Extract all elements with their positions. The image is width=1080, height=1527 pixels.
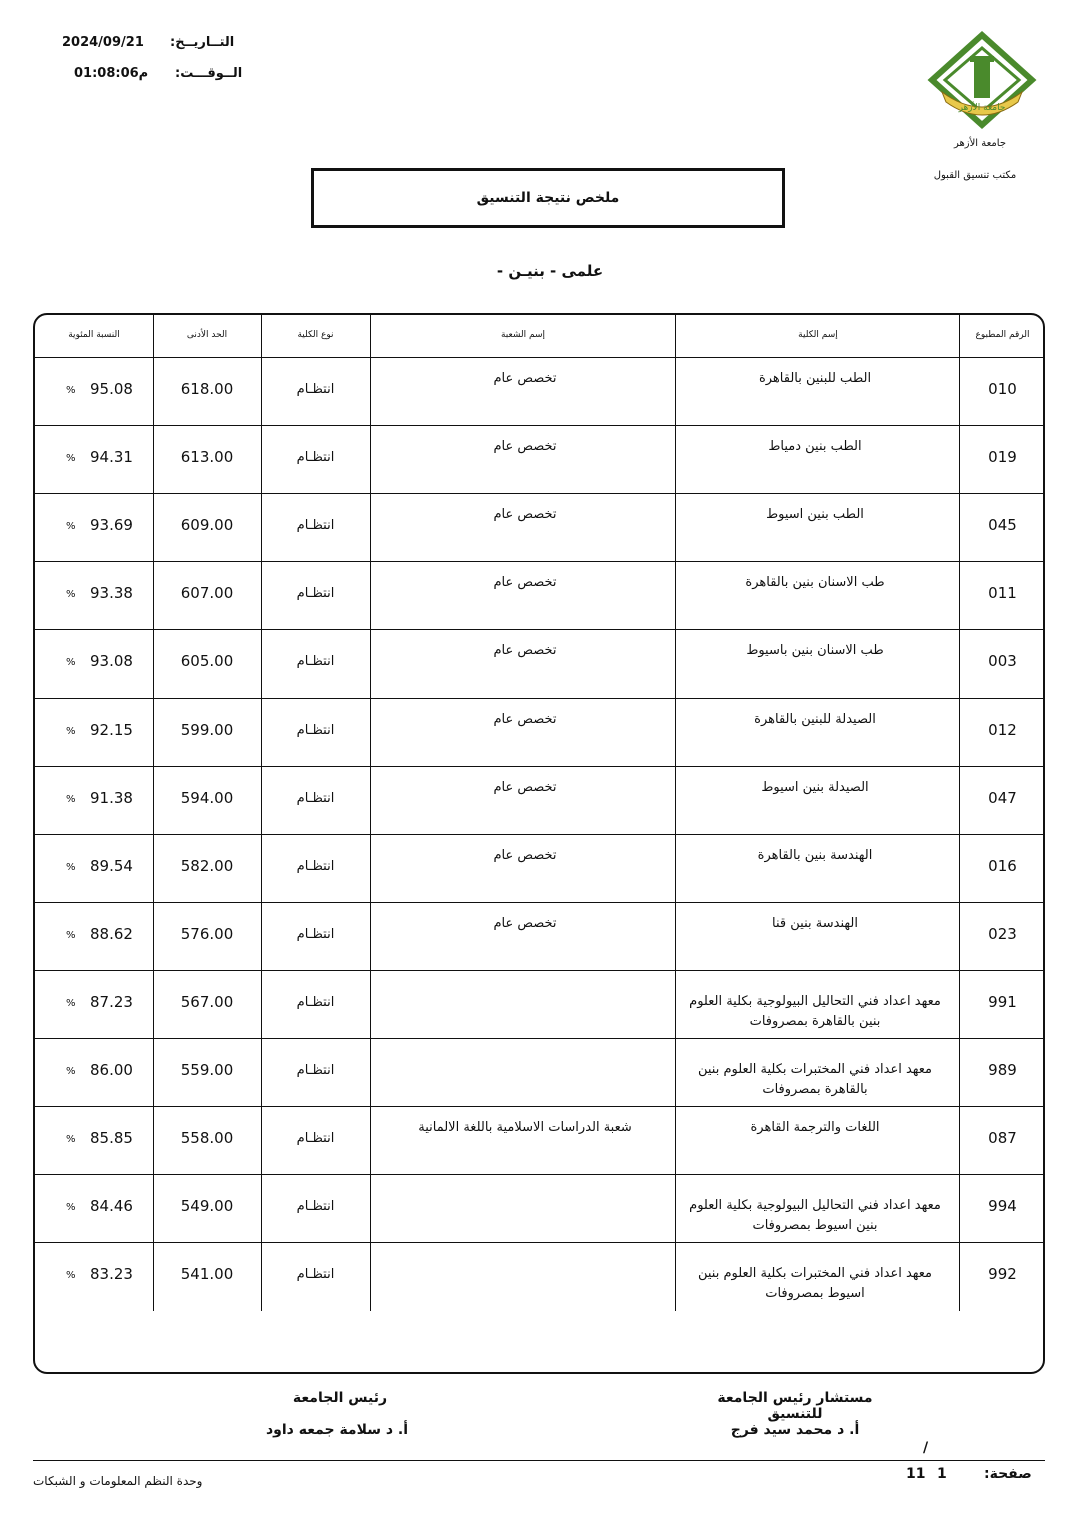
page-subtitle: - علمى - بنيـن bbox=[496, 262, 604, 280]
row-percent: 93.38 bbox=[90, 584, 133, 602]
percent-sign: % bbox=[66, 657, 76, 668]
row-type: انتظـام bbox=[296, 791, 335, 806]
percent-sign: % bbox=[66, 794, 76, 805]
time-value: م01:08:06 bbox=[74, 66, 149, 81]
row-divider bbox=[35, 1106, 1043, 1107]
row-code: 989 bbox=[988, 1061, 1017, 1079]
time-label: الــوقـــت: bbox=[175, 66, 243, 81]
row-divider bbox=[35, 493, 1043, 494]
row-min-score: 618.00 bbox=[180, 380, 234, 398]
row-division: تخصص عام bbox=[493, 507, 557, 522]
page-current: 1 bbox=[937, 1466, 947, 1482]
row-division: تخصص عام bbox=[493, 712, 557, 727]
percent-sign: % bbox=[66, 1202, 76, 1213]
col-header-min-score: الحد الأدنى bbox=[186, 330, 228, 340]
row-min-score: 613.00 bbox=[180, 448, 234, 466]
row-min-score: 599.00 bbox=[180, 721, 234, 739]
percent-sign: % bbox=[66, 930, 76, 941]
row-divider bbox=[35, 1174, 1043, 1175]
page-label: صفحة: bbox=[984, 1466, 1032, 1482]
row-divider bbox=[35, 357, 1043, 358]
row-faculty: اللغات والترجمة القاهرة bbox=[750, 1120, 880, 1135]
row-faculty: طب الاسنان بنين بالقاهرة bbox=[745, 575, 885, 590]
col-header-division: إسم الشعبة bbox=[500, 330, 546, 340]
row-percent: 86.00 bbox=[90, 1061, 133, 1079]
row-type: انتظـام bbox=[296, 927, 335, 942]
row-code: 047 bbox=[988, 789, 1017, 807]
row-code: 011 bbox=[988, 584, 1017, 602]
row-percent: 83.23 bbox=[90, 1265, 133, 1283]
row-percent: 88.62 bbox=[90, 925, 133, 943]
row-division: تخصص عام bbox=[493, 643, 557, 658]
row-percent: 93.08 bbox=[90, 652, 133, 670]
row-division: تخصص عام bbox=[493, 848, 557, 863]
advisor-title: مستشار رئيس الجامعة للتنسيق bbox=[717, 1390, 873, 1422]
row-percent: 93.69 bbox=[90, 516, 133, 534]
row-code: 019 bbox=[988, 448, 1017, 466]
row-type: انتظـام bbox=[296, 859, 335, 874]
row-code: 003 bbox=[988, 652, 1017, 670]
row-type: انتظـام bbox=[296, 382, 335, 397]
date-label: التــاريــخ: bbox=[170, 35, 235, 50]
percent-sign: % bbox=[66, 521, 76, 532]
page-total: 11 bbox=[906, 1466, 926, 1482]
page-separator: / bbox=[923, 1440, 929, 1456]
footer-divider bbox=[33, 1460, 1045, 1461]
row-min-score: 607.00 bbox=[180, 584, 234, 602]
row-percent: 91.38 bbox=[90, 789, 133, 807]
row-min-score: 594.00 bbox=[180, 789, 234, 807]
row-faculty: معهد اعداد فني المختبرات بكلية العلوم بنين اسيوط بمصروفات bbox=[697, 1266, 933, 1301]
row-percent: 89.54 bbox=[90, 857, 133, 875]
row-faculty: الطب بنين اسيوط bbox=[766, 507, 864, 522]
row-division: تخصص عام bbox=[493, 439, 557, 454]
row-type: انتظـام bbox=[296, 1267, 335, 1282]
row-division: تخصص عام bbox=[493, 916, 557, 931]
university-name: جامعة الأزهر bbox=[953, 138, 1007, 149]
row-faculty: معهد اعداد فني التحاليل البيولوجية بكلية العلوم بنين اسيوط بمصروفات bbox=[689, 1198, 941, 1233]
row-code: 010 bbox=[988, 380, 1017, 398]
row-type: انتظـام bbox=[296, 450, 335, 465]
row-percent: 84.46 bbox=[90, 1197, 133, 1215]
row-code: 016 bbox=[988, 857, 1017, 875]
advisor-name: أ. د محمد سيد فرج bbox=[730, 1422, 860, 1438]
university-logo bbox=[922, 30, 1042, 130]
percent-sign: % bbox=[66, 589, 76, 600]
row-type: انتظـام bbox=[296, 723, 335, 738]
row-code: 023 bbox=[988, 925, 1017, 943]
row-faculty: الطب بنين دمياط bbox=[768, 439, 862, 454]
percent-sign: % bbox=[66, 1134, 76, 1145]
col-header-percent: النسبة المئوية bbox=[68, 330, 120, 340]
percent-sign: % bbox=[66, 1066, 76, 1077]
row-faculty: معهد اعداد فني التحاليل البيولوجية بكلية العلوم بنين بالقاهرة بمصروفات bbox=[689, 994, 941, 1029]
row-min-score: 558.00 bbox=[180, 1129, 234, 1147]
col-header-faculty: إسم الكلية bbox=[798, 330, 838, 340]
row-code: 087 bbox=[988, 1129, 1017, 1147]
row-divider bbox=[35, 1038, 1043, 1039]
row-faculty: الهندسة بنين بالقاهرة bbox=[757, 848, 873, 863]
column-divider bbox=[675, 315, 676, 1311]
row-min-score: 567.00 bbox=[180, 993, 234, 1011]
row-type: انتظـام bbox=[296, 995, 335, 1010]
row-type: انتظـام bbox=[296, 1199, 335, 1214]
row-divider bbox=[35, 561, 1043, 562]
percent-sign: % bbox=[66, 726, 76, 737]
row-divider bbox=[35, 766, 1043, 767]
footer-unit: وحدة النظم المعلومات و الشبكات bbox=[33, 1474, 203, 1488]
row-code: 045 bbox=[988, 516, 1017, 534]
row-percent: 85.85 bbox=[90, 1129, 133, 1147]
row-type: انتظـام bbox=[296, 586, 335, 601]
row-division: تخصص عام bbox=[493, 780, 557, 795]
row-division: شعبة الدراسات الاسلامية باللغة الالمانية bbox=[418, 1120, 632, 1135]
office-name: مكتب تنسيق القبول bbox=[933, 170, 1017, 181]
percent-sign: % bbox=[66, 862, 76, 873]
row-divider bbox=[35, 970, 1043, 971]
row-percent: 92.15 bbox=[90, 721, 133, 739]
row-min-score: 609.00 bbox=[180, 516, 234, 534]
percent-sign: % bbox=[66, 998, 76, 1009]
row-percent: 94.31 bbox=[90, 448, 133, 466]
row-min-score: 605.00 bbox=[180, 652, 234, 670]
row-divider bbox=[35, 902, 1043, 903]
row-code: 992 bbox=[988, 1265, 1017, 1283]
row-divider bbox=[35, 1242, 1043, 1243]
row-type: انتظـام bbox=[296, 518, 335, 533]
row-min-score: 549.00 bbox=[180, 1197, 234, 1215]
row-min-score: 576.00 bbox=[180, 925, 234, 943]
col-header-code: الرقم المطبوع bbox=[975, 330, 1030, 340]
percent-sign: % bbox=[66, 1270, 76, 1281]
president-name: أ. د سلامة جمعه داود bbox=[265, 1422, 409, 1438]
column-divider bbox=[370, 315, 371, 1311]
row-min-score: 541.00 bbox=[180, 1265, 234, 1283]
row-divider bbox=[35, 425, 1043, 426]
row-percent: 95.08 bbox=[90, 380, 133, 398]
row-faculty: الصيدلة للبنين بالقاهرة bbox=[754, 712, 876, 727]
row-division: تخصص عام bbox=[493, 575, 557, 590]
date-value: 2024/09/21 bbox=[62, 35, 144, 50]
row-min-score: 559.00 bbox=[180, 1061, 234, 1079]
percent-sign: % bbox=[66, 453, 76, 464]
row-percent: 87.23 bbox=[90, 993, 133, 1011]
logo-ribbon-text: جامعة الأزهر bbox=[958, 103, 1006, 113]
row-faculty: الطب للبنين بالقاهرة bbox=[758, 371, 872, 386]
row-code: 991 bbox=[988, 993, 1017, 1011]
row-faculty: الصيدلة بنين اسيوط bbox=[761, 780, 869, 795]
row-faculty: الهندسة بنين قنا bbox=[772, 916, 858, 931]
row-faculty: معهد اعداد فني المختبرات بكلية العلوم بنين بالقاهرة بمصروفات bbox=[697, 1062, 933, 1097]
row-type: انتظـام bbox=[296, 1131, 335, 1146]
page-title: ملخص نتيجة التنسيق bbox=[311, 168, 785, 228]
col-header-type: نوع الكلية bbox=[297, 330, 334, 340]
row-type: انتظـام bbox=[296, 654, 335, 669]
row-type: انتظـام bbox=[296, 1063, 335, 1078]
row-divider bbox=[35, 629, 1043, 630]
percent-sign: % bbox=[66, 385, 76, 396]
president-title: رئيس الجامعة bbox=[292, 1390, 388, 1406]
row-divider bbox=[35, 698, 1043, 699]
row-code: 994 bbox=[988, 1197, 1017, 1215]
row-code: 012 bbox=[988, 721, 1017, 739]
row-divider bbox=[35, 834, 1043, 835]
row-division: تخصص عام bbox=[493, 371, 557, 386]
row-faculty: طب الاسنان بنين باسيوط bbox=[746, 643, 884, 658]
row-min-score: 582.00 bbox=[180, 857, 234, 875]
